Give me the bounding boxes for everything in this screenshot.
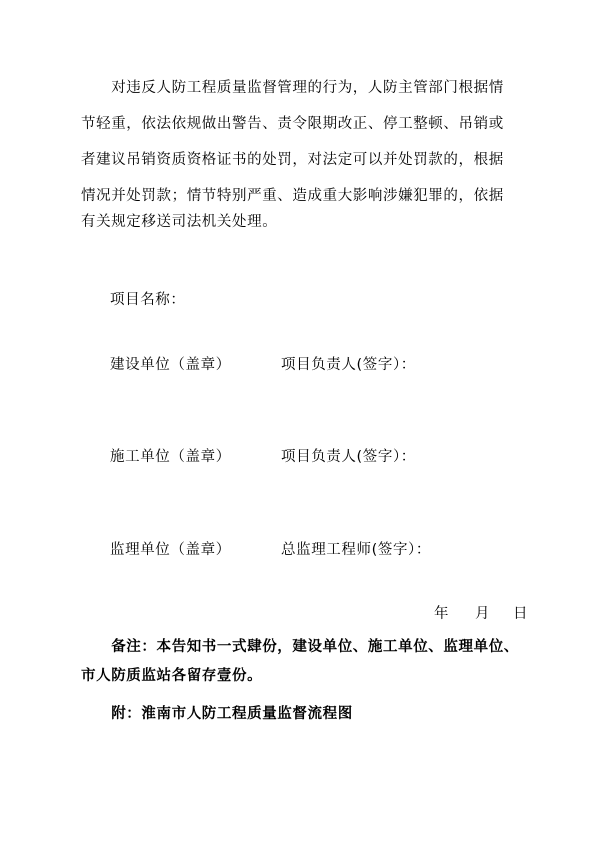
paragraph-line: 节轻重，依法依规做出警告、责令限期改正、停工整顿、吊销或 <box>81 116 504 132</box>
paragraph-line: 对违反人防工程质量监督管理的行为，人防主管部门根据情 <box>81 80 504 96</box>
note-line: 市人防质监站各留存壹份。 <box>81 668 263 684</box>
date-year: 年 <box>434 606 449 622</box>
builder-manager-label: 项目负责人(签字）： <box>281 449 416 465</box>
attachment-line: 附：淮南市人防工程质量监督流程图 <box>81 706 353 722</box>
builder-unit-label: 施工单位（盖章） <box>110 449 231 465</box>
date-day: 日 <box>513 606 528 622</box>
supervision-unit-label: 监理单位（盖章） <box>110 542 231 558</box>
paragraph-line: 有关规定移送司法机关处理。 <box>81 214 278 230</box>
note-line: 备注：本告知书一式肆份，建设单位、施工单位、监理单位、 <box>81 639 519 655</box>
date-month: 月 <box>475 606 490 622</box>
paragraph-line: 者建议吊销资质资格证书的处罚，对法定可以并处罚款的，根据 <box>81 152 504 168</box>
paragraph-line: 情况并处罚款；情节特别严重、造成重大影响涉嫌犯罪的，依据 <box>81 188 504 204</box>
chief-supervisor-label: 总监理工程师(签字）： <box>281 542 432 558</box>
construction-unit-label: 建设单位（盖章） <box>110 357 231 373</box>
project-name-label: 项目名称： <box>110 292 186 308</box>
construction-manager-label: 项目负责人(签字）： <box>281 357 416 373</box>
